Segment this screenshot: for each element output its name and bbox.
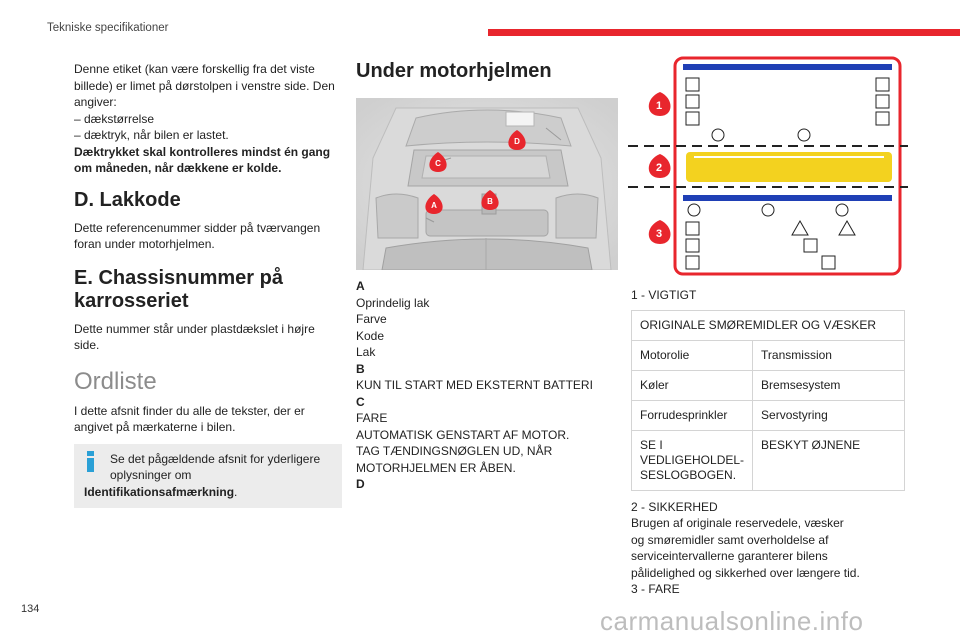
marker-d-label: D bbox=[514, 137, 520, 146]
text-line: Denne etiket (kan være forskellig fra det viste bbox=[74, 62, 315, 76]
title-line: karrosseriet bbox=[74, 289, 189, 312]
table-row bbox=[632, 400, 905, 430]
legend-line: A bbox=[356, 279, 365, 293]
item-safety bbox=[631, 499, 908, 598]
text-line: billede) er limet på dørstolpen i venstre side. Den bbox=[74, 78, 335, 93]
text-line: pålidelighed og sikkerhed over længere tid. bbox=[631, 565, 860, 580]
engine-bay-illustration bbox=[356, 98, 618, 270]
item-important: 1 - VIGTIGT bbox=[631, 288, 697, 302]
info-box bbox=[74, 444, 342, 509]
marker-3-label: 3 bbox=[655, 228, 663, 240]
legend-line: D bbox=[356, 477, 365, 491]
table-cell: Servostyring bbox=[753, 400, 905, 430]
legend-line: TAG TÆNDINGSNØGLEN UD, NÅR bbox=[356, 444, 553, 458]
table-header: ORIGINALE SMØREMIDLER OG VÆSKER bbox=[632, 310, 905, 340]
service-label-diagram bbox=[628, 56, 908, 278]
marker-3 bbox=[649, 220, 671, 244]
legend-line: Lak bbox=[356, 345, 376, 359]
marker-2-label: 2 bbox=[655, 162, 663, 174]
title-line: E. Chassisnummer på bbox=[74, 266, 283, 289]
text-line: serviceintervallerne garanterer bilens bbox=[631, 549, 828, 563]
cell-line: SESLOGBOGEN. bbox=[640, 467, 737, 482]
legend-line: KUN TIL START MED EKSTERNT BATTERI bbox=[356, 378, 593, 392]
text-line: angivet på mærkaterne i bilen. bbox=[74, 420, 236, 434]
table-cell: BESKYT ØJNENE bbox=[753, 430, 905, 490]
text-line: Dette nummer står under plastdækslet i højre bbox=[74, 321, 315, 336]
chassis-number-text bbox=[74, 321, 342, 354]
cell-line: VEDLIGEHOLDEL- bbox=[640, 452, 745, 467]
legend-line: Oprindelig lak bbox=[356, 295, 430, 310]
text-line: oplysninger om bbox=[110, 468, 192, 482]
section-title-paint-code: D. Lakkode bbox=[74, 188, 181, 211]
legend-line: C bbox=[356, 394, 365, 409]
table-cell: Transmission bbox=[753, 340, 905, 370]
text-line: I dette afsnit finder du alle de tekster, der er bbox=[74, 403, 305, 418]
glossary-text bbox=[74, 403, 342, 436]
column-right bbox=[628, 56, 908, 598]
text-line: Brugen af originale reservedele, væsker bbox=[631, 516, 844, 530]
text-line: og smøremidler samt overholdelse af bbox=[631, 532, 829, 547]
running-head: Tekniske specifikationer bbox=[47, 22, 169, 34]
text-line: angiver: bbox=[74, 95, 117, 109]
header-accent-bar bbox=[488, 29, 960, 36]
engine-bay-legend bbox=[356, 278, 618, 493]
item-title: 3 - FARE bbox=[631, 582, 680, 596]
legend-line: MOTORHJELMEN ER ÅBEN. bbox=[356, 460, 516, 475]
section-title-under-hood: Under motorhjelmen bbox=[356, 60, 552, 82]
glossary-title: Ordliste bbox=[74, 367, 157, 395]
legend-line: AUTOMATISK GENSTART AF MOTOR. bbox=[356, 427, 570, 442]
watermark: carmanualsonline.info bbox=[600, 606, 864, 636]
text-line: Dette referencenummer sidder på tværvangen bbox=[74, 220, 321, 235]
legend-line: Farve bbox=[356, 312, 387, 326]
text-line: Dæktrykket skal kontrolleres mindst én gang bbox=[74, 144, 331, 159]
page-number: 134 bbox=[21, 603, 40, 615]
info-tail: . bbox=[234, 484, 238, 499]
cell-line: SE I bbox=[640, 437, 663, 452]
table-cell: Køler bbox=[632, 370, 753, 400]
column-left bbox=[74, 61, 342, 508]
fluids-table bbox=[631, 310, 905, 491]
paint-code-text bbox=[74, 220, 342, 253]
table-row bbox=[632, 310, 905, 340]
section-title-chassis-number bbox=[74, 267, 342, 313]
table-row bbox=[632, 430, 905, 490]
marker-c-label: C bbox=[435, 159, 441, 168]
text-line: side. bbox=[74, 338, 100, 352]
table-row bbox=[632, 340, 905, 370]
marker-1 bbox=[649, 92, 671, 116]
item-title: 2 - SIKKERHED bbox=[631, 499, 718, 514]
info-icon bbox=[84, 451, 98, 471]
table-cell: Motorolie bbox=[632, 340, 753, 370]
info-reference-link[interactable]: Identifikationsafmærkning bbox=[84, 484, 235, 499]
legend-line: FARE bbox=[356, 411, 388, 425]
marker-1-label: 1 bbox=[655, 100, 663, 112]
text-line: – dækstørrelse bbox=[74, 111, 155, 126]
table-cell: Forrudesprinkler bbox=[632, 400, 753, 430]
text-line: om måneden, når dækkene er kolde. bbox=[74, 161, 282, 175]
legend-line: Kode bbox=[356, 328, 385, 343]
label-description bbox=[74, 61, 342, 177]
table-cell: Bremsesystem bbox=[753, 370, 905, 400]
text-line: – dæktryk, når bilen er lastet. bbox=[74, 128, 229, 142]
marker-2 bbox=[649, 154, 671, 178]
marker-b-label: B bbox=[487, 197, 493, 206]
table-cell bbox=[632, 430, 753, 490]
marker-a-label: A bbox=[431, 201, 437, 210]
text-line: Se det pågældende afsnit for yderligere bbox=[110, 451, 321, 466]
column-middle bbox=[356, 60, 618, 493]
legend-line: B bbox=[356, 361, 365, 376]
table-row bbox=[632, 370, 905, 400]
text-line: foran under motorhjelmen. bbox=[74, 237, 215, 251]
